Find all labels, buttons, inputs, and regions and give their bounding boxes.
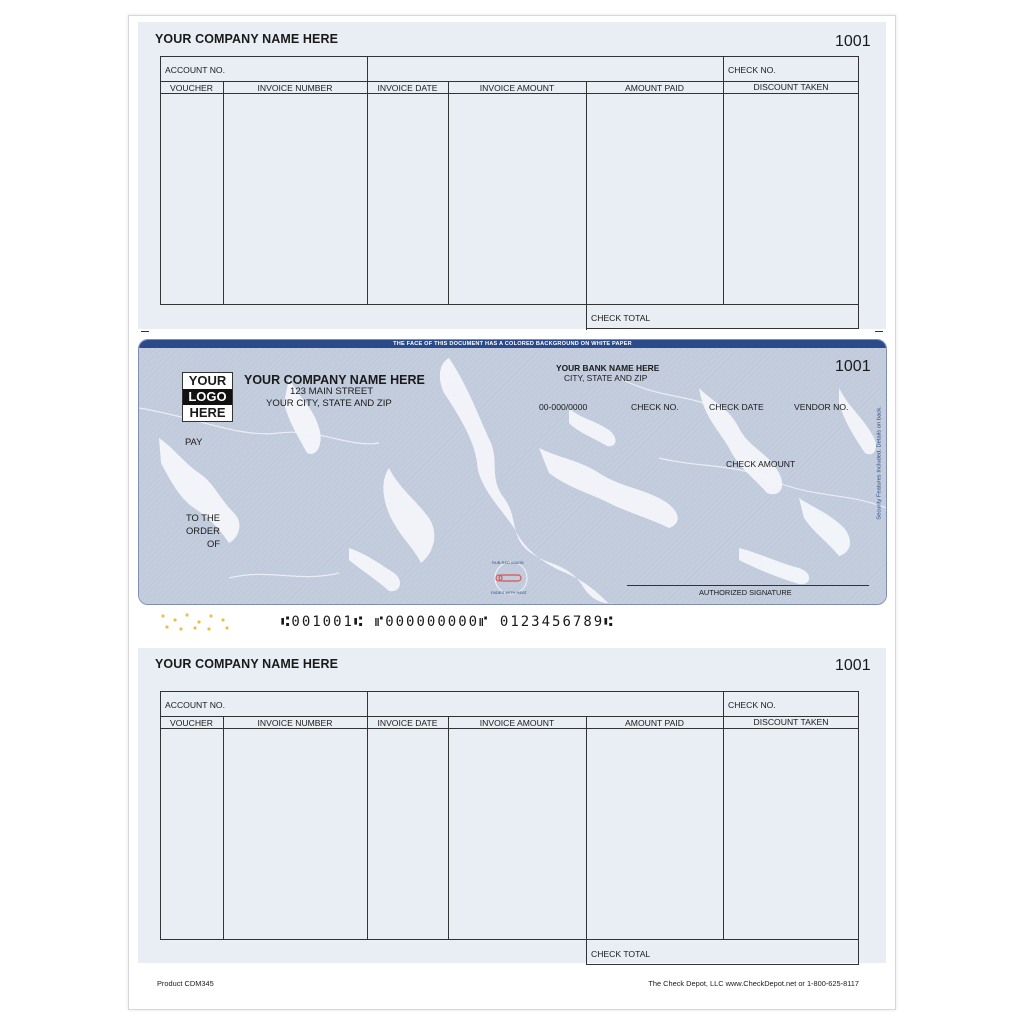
check-company-address-line1: 123 MAIN STREET — [290, 386, 374, 397]
top-stub-divider — [723, 56, 724, 81]
colored-background-notice: THE FACE OF THIS DOCUMENT HAS A COLORED BACKGROUND ON WHITE PAPER — [139, 340, 886, 348]
bottom-stub-col-amount-paid: AMOUNT PAID — [625, 718, 684, 728]
to-the-order-of-label: ORDER — [186, 525, 220, 536]
authorized-signature-label: AUTHORIZED SIGNATURE — [699, 588, 792, 597]
security-features-note — [872, 390, 886, 550]
top-stub-company-name: YOUR COMPANY NAME HERE — [155, 32, 339, 46]
check-date-label: CHECK DATE — [709, 402, 764, 412]
bottom-stub-divider — [723, 716, 724, 940]
bank-city-state-zip: CITY, STATE AND ZIP — [564, 373, 648, 383]
bottom-stub-divider — [723, 691, 724, 716]
vendor-info: The Check Depot, LLC www.CheckDepot.net or 1-800-625-8117 — [648, 979, 859, 988]
bottom-stub-check-number: 1001 — [835, 657, 871, 674]
micr-line: ⑆001001⑆ ⑈000000000⑈ 0123456789⑆ — [281, 614, 615, 630]
top-stub-check-no-label: CHECK NO. — [728, 65, 776, 75]
bottom-stub-check-total-label: CHECK TOTAL — [591, 949, 651, 959]
top-stub-col-amount-paid: AMOUNT PAID — [625, 83, 684, 93]
product-code: Product CDM345 — [157, 979, 214, 988]
bottom-stub-col-discount-taken: DISCOUNT TAKEN — [753, 717, 829, 727]
bottom-stub-col-invoice-date: INVOICE DATE — [377, 718, 438, 728]
bottom-stub-divider — [367, 691, 368, 716]
top-stub-divider — [367, 81, 368, 305]
bottom-stub-col-invoice-amount: INVOICE AMOUNT — [479, 718, 555, 728]
bottom-stub-divider — [367, 716, 368, 940]
check-company-name: YOUR COMPANY NAME HERE — [244, 373, 425, 387]
top-stub-divider — [586, 81, 587, 330]
logo-text-line: LOGO — [183, 389, 232, 405]
bottom-stub-divider — [223, 716, 224, 940]
pay-label: PAY — [185, 436, 203, 447]
top-stub-col-invoice-number: INVOICE NUMBER — [257, 83, 333, 93]
bottom-stub-check-no-label: CHECK NO. — [728, 700, 776, 710]
perforation-mark — [141, 331, 149, 332]
check-document-page — [128, 15, 896, 1010]
seal-caption: FADES WITH HEAT — [491, 590, 527, 595]
check-face — [138, 339, 887, 605]
check-face-number: 1001 — [835, 358, 871, 375]
perforation-mark — [875, 331, 883, 332]
top-stub-check-number: 1001 — [835, 33, 871, 50]
top-stub-account-label: ACCOUNT NO. — [165, 65, 226, 75]
top-stub-col-invoice-amount: INVOICE AMOUNT — [479, 83, 555, 93]
logo-text-line: YOUR — [188, 373, 227, 388]
logo-placeholder — [182, 372, 233, 422]
top-stub-col-voucher: VOUCHER — [170, 83, 213, 93]
security-features-text: Security Features Included. Details on back. — [876, 406, 883, 520]
signature-line — [627, 585, 869, 586]
top-stub-divider — [160, 93, 859, 94]
bottom-stub-divider — [586, 716, 587, 965]
bottom-stub-col-voucher: VOUCHER — [170, 718, 213, 728]
bottom-stub-divider — [448, 716, 449, 940]
seal-caption: RUB RED IMAGE — [492, 560, 525, 565]
bottom-stub-company-name: YOUR COMPANY NAME HERE — [155, 657, 339, 671]
check-no-label: CHECK NO. — [631, 402, 679, 412]
top-stub-divider — [367, 56, 368, 81]
bottom-stub-divider — [160, 728, 859, 729]
bank-name: YOUR BANK NAME HERE — [556, 363, 660, 373]
top-stub-divider — [723, 81, 724, 305]
bottom-stub-col-invoice-number: INVOICE NUMBER — [257, 718, 333, 728]
logo-text-line: HERE — [189, 405, 226, 420]
routing-fraction: 00-000/0000 — [539, 402, 588, 412]
vendor-no-label: VENDOR NO. — [794, 402, 849, 412]
top-stub-col-invoice-date: INVOICE DATE — [377, 83, 438, 93]
to-the-order-of-label: TO THE — [186, 512, 221, 523]
check-company-address-line2: YOUR CITY, STATE AND ZIP — [266, 398, 392, 409]
top-stub-divider — [448, 81, 449, 305]
top-stub-divider — [223, 81, 224, 305]
top-stub-check-total-label: CHECK TOTAL — [591, 313, 651, 323]
foil-security-mark — [157, 610, 237, 634]
to-the-order-of-label: OF — [207, 538, 221, 549]
check-amount-label: CHECK AMOUNT — [726, 459, 796, 469]
top-stub-col-discount-taken: DISCOUNT TAKEN — [753, 82, 829, 92]
bottom-stub-account-label: ACCOUNT NO. — [165, 700, 226, 710]
